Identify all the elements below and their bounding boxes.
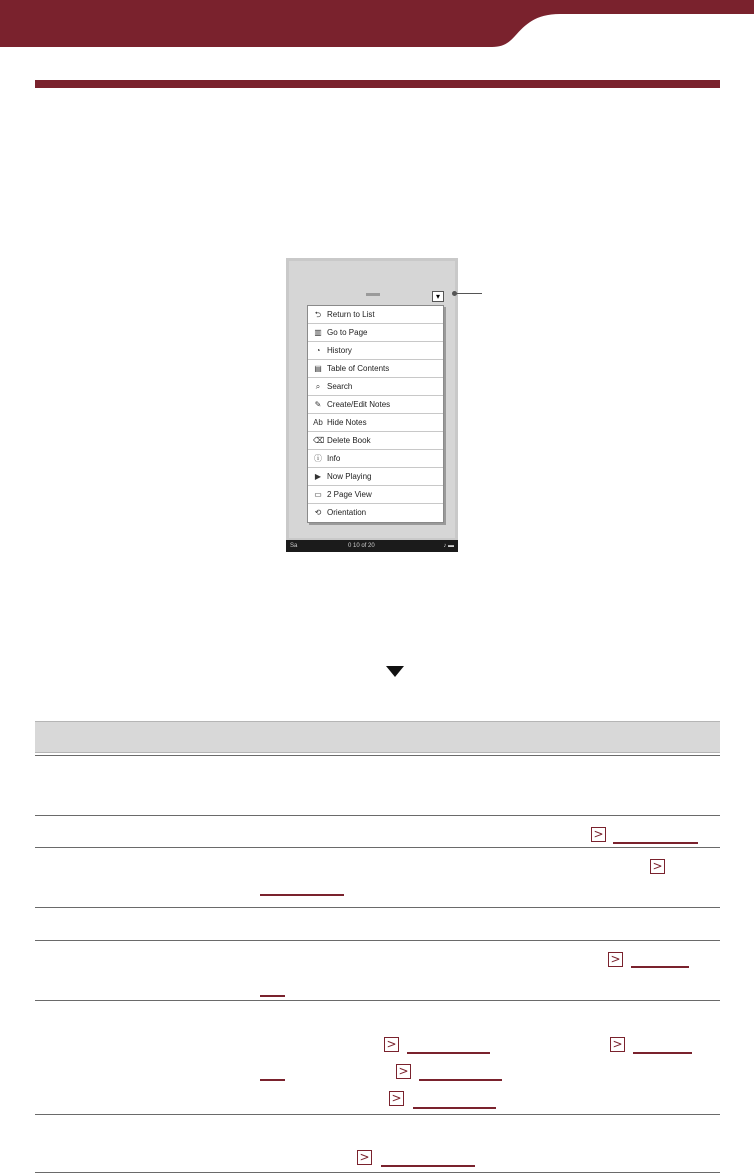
- link-underline[interactable]: [633, 1052, 692, 1054]
- status-left: Sa: [290, 543, 298, 549]
- menu-item[interactable]: [308, 324, 443, 342]
- down-arrow-icon: [386, 666, 404, 677]
- page-reference-link[interactable]: >: [384, 1037, 399, 1052]
- link-underline[interactable]: [419, 1079, 502, 1081]
- menu-item-label: Create/Edit Notes: [327, 399, 391, 409]
- page-reference-link[interactable]: >: [610, 1037, 625, 1052]
- table-row-divider: [35, 907, 720, 908]
- info-icon: ⓘ: [314, 453, 322, 463]
- menu-item-label: Info: [327, 453, 341, 463]
- menu-item[interactable]: [308, 360, 443, 378]
- book-icon: ▥: [314, 327, 322, 337]
- page-reference-link[interactable]: >: [357, 1150, 372, 1165]
- link-underline[interactable]: [613, 842, 698, 844]
- device-page-marker: [366, 293, 380, 296]
- trash-icon: ⌫: [313, 435, 325, 445]
- menu-item-label: History: [327, 345, 352, 355]
- menu-item-label: Return to List: [327, 309, 375, 319]
- rotate-icon: ⟲: [314, 508, 322, 517]
- table-row-divider: [35, 940, 720, 941]
- table-row-divider: [35, 1000, 720, 1001]
- menu-item-label: Delete Book: [327, 435, 371, 445]
- link-underline[interactable]: [413, 1107, 496, 1109]
- menu-item-label: Table of Contents: [327, 363, 390, 373]
- menu-item[interactable]: [308, 450, 443, 468]
- device-status-bar: [286, 540, 458, 552]
- pencil-icon: ✎: [314, 399, 322, 409]
- menu-item[interactable]: [308, 306, 443, 324]
- menu-item-label: Search: [327, 381, 353, 391]
- menu-button-icon[interactable]: ▾: [432, 291, 444, 302]
- table-row-divider: [35, 1172, 720, 1173]
- menu-item-label: Orientation: [327, 508, 367, 517]
- history-icon: ◔: [315, 345, 321, 355]
- page-reference-link[interactable]: >: [608, 952, 623, 967]
- menu-item[interactable]: [308, 414, 443, 432]
- table-row-divider: [35, 1114, 720, 1115]
- link-underline[interactable]: [631, 966, 689, 968]
- search-icon: ⌕: [315, 381, 321, 391]
- play-icon: ▶: [314, 471, 322, 481]
- link-underline[interactable]: [381, 1165, 475, 1167]
- menu-item[interactable]: [308, 396, 443, 414]
- menu-item[interactable]: [308, 342, 443, 360]
- table-row-divider: [35, 815, 720, 816]
- menu-item[interactable]: [308, 486, 443, 504]
- menu-item[interactable]: [308, 432, 443, 450]
- return-icon: ⮌: [314, 309, 322, 319]
- page-view-icon: ▭: [314, 489, 322, 499]
- page-reference-link[interactable]: >: [396, 1064, 411, 1079]
- device-screenshot: [286, 258, 458, 552]
- table-row-divider: [35, 847, 720, 848]
- status-battery-icon: ♪ ▬: [443, 543, 454, 549]
- notes-icon: Ab: [313, 417, 323, 427]
- menu-item-label: 2 Page View: [327, 489, 372, 499]
- option-menu: [307, 305, 444, 523]
- status-page-count: 0 10 of 20: [348, 543, 375, 549]
- menu-item-label: Hide Notes: [327, 417, 367, 427]
- page-reference-link[interactable]: >: [389, 1091, 404, 1106]
- link-underline[interactable]: [260, 1079, 285, 1081]
- menu-item-label: Now Playing: [327, 471, 372, 481]
- menu-item-label: Go to Page: [327, 327, 368, 337]
- menu-item[interactable]: [308, 468, 443, 486]
- table-header: [35, 721, 720, 753]
- page-reference-link[interactable]: >: [650, 859, 665, 874]
- device-page: [289, 261, 455, 538]
- menu-item[interactable]: [308, 504, 443, 522]
- title-rule: [35, 80, 720, 88]
- link-underline[interactable]: [407, 1052, 490, 1054]
- contents-icon: ▤: [314, 363, 322, 373]
- menu-item[interactable]: [308, 378, 443, 396]
- page-reference-link[interactable]: >: [591, 827, 606, 842]
- header-band: [0, 0, 754, 48]
- link-underline[interactable]: [260, 894, 344, 896]
- callout-line: [456, 293, 482, 294]
- link-underline[interactable]: [260, 995, 285, 997]
- table-row-divider: [35, 755, 720, 756]
